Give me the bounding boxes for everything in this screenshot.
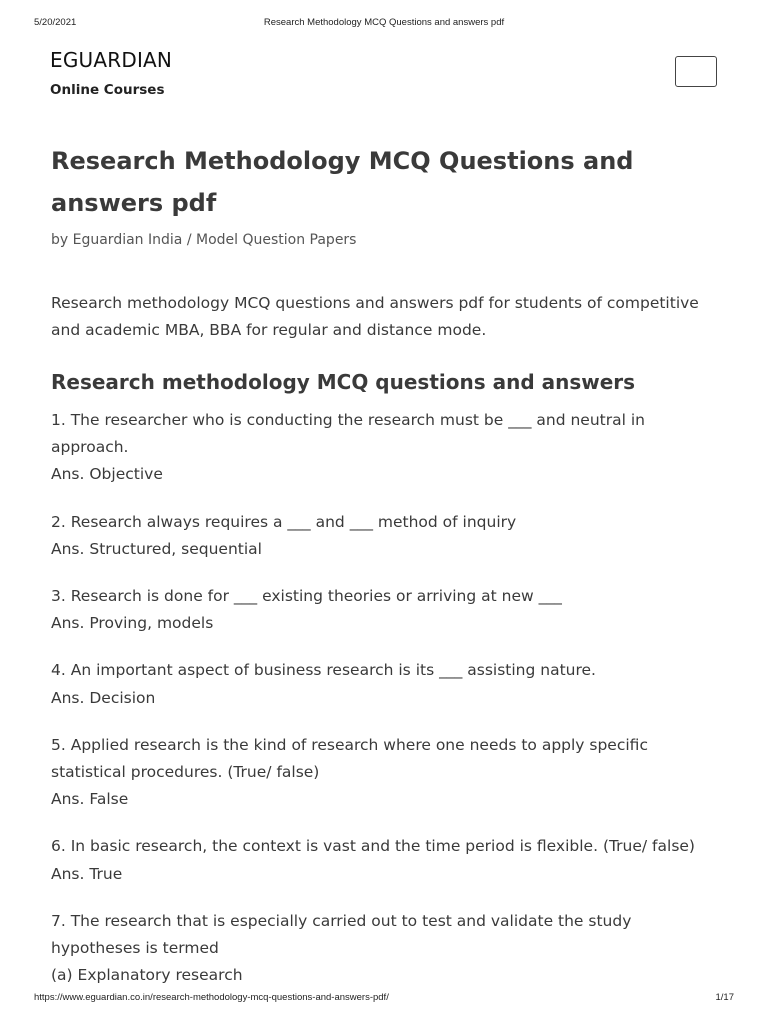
intro-paragraph: Research methodology MCQ questions and answers pdf for students of competitive and academic MBA, BBA for regular and distance mode. <box>51 294 699 339</box>
site-tagline: Online Courses <box>50 82 165 98</box>
author-link[interactable]: Eguardian India <box>72 232 183 248</box>
page-title: Research Methodology MCQ Questions and answers pdf <box>51 147 634 217</box>
section-heading: Research methodology MCQ questions and answers <box>51 370 636 394</box>
answer-text: Ans. Objective <box>51 465 163 484</box>
byline-prefix: by <box>51 232 69 248</box>
answer-text: Ans. Structured, sequential <box>51 539 262 558</box>
site-title[interactable]: EGUARDIAN <box>50 48 173 72</box>
question-text: 5. Applied research is the kind of research where one needs to apply specific statistical procedures. (True/ false) <box>51 735 648 782</box>
category-link[interactable]: Model Question Papers <box>195 232 357 248</box>
qa-item <box>51 583 711 637</box>
answer-text: (a) Explanatory research <box>51 966 243 985</box>
article <box>51 140 711 1009</box>
print-date: 5/20/2021 <box>34 17 77 28</box>
print-title: Research Methodology MCQ Questions and answers pdf <box>263 17 505 28</box>
print-header <box>0 17 768 31</box>
question-text: 6. In basic research, the context is vast and the time period is flexible. (True/ false) <box>51 837 695 856</box>
answer-text: Ans. False <box>51 790 129 809</box>
answer-text: Ans. Decision <box>51 688 156 707</box>
question-text: 7. The research that is especially carried out to test and validate the study hypotheses is termed <box>51 911 632 958</box>
qa-item <box>51 407 711 489</box>
menu-toggle-button[interactable] <box>675 56 717 87</box>
question-text: 1. The researcher who is conducting the research must be ___ and neutral in approach. <box>51 411 645 457</box>
question-text: 2. Research always requires a ___ and ___ method of inquiry <box>51 512 517 531</box>
qa-item <box>51 732 711 814</box>
qa-item <box>51 509 711 563</box>
qa-item <box>51 657 711 711</box>
question-list <box>51 407 711 989</box>
print-footer <box>0 992 768 1006</box>
question-text: 3. Research is done for ___ existing theories or arriving at new ___ <box>51 587 562 606</box>
byline <box>51 232 711 252</box>
answer-text: Ans. True <box>51 864 123 883</box>
site-header <box>34 40 728 108</box>
print-url: https://www.eguardian.co.in/research-methodology-mcq-questions-and-answers-pdf/ <box>34 992 389 1003</box>
answer-text: Ans. Proving, models <box>51 614 214 633</box>
print-page-number: 1/17 <box>715 992 734 1003</box>
question-text: 4. An important aspect of business research is its ___ assisting nature. <box>51 661 596 680</box>
qa-item <box>51 833 711 887</box>
byline-separator: / <box>186 232 192 248</box>
qa-item <box>51 908 711 990</box>
